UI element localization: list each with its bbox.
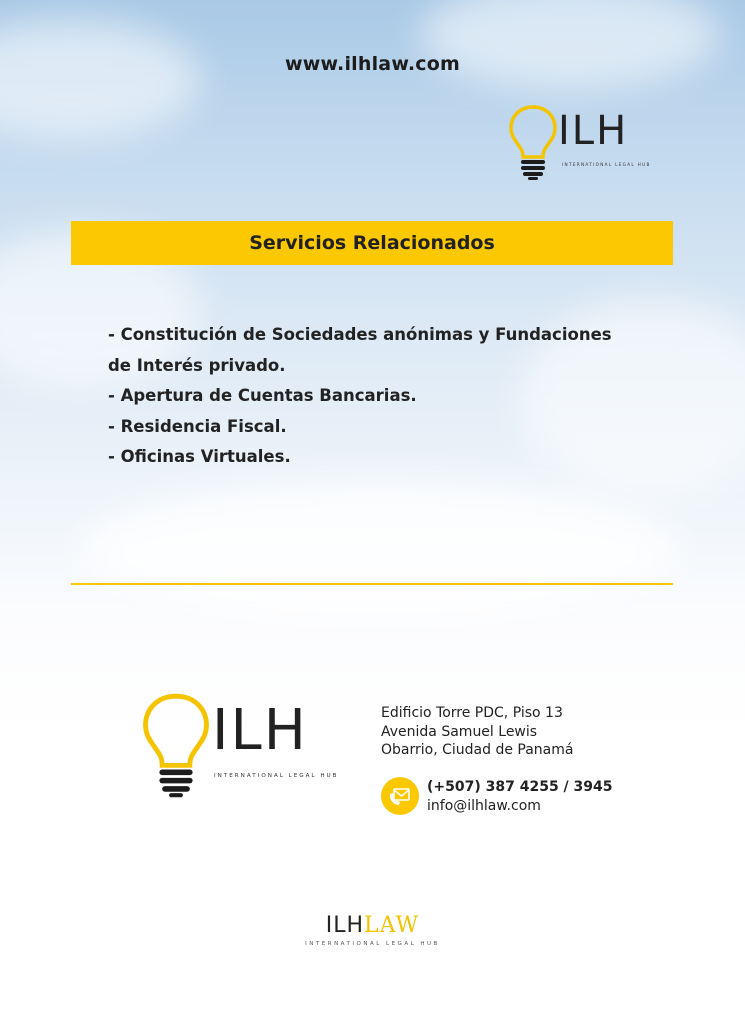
- logo-wordmark: ILH: [558, 108, 629, 154]
- footer-logo-law: LAW: [364, 913, 420, 938]
- ilh-logo-main: [140, 692, 339, 800]
- footer-logo-ilh: ILH: [325, 913, 365, 938]
- address-line: Avenida Samuel Lewis: [381, 723, 538, 740]
- service-line: de Interés privado.: [108, 355, 286, 375]
- cloud-decoration: [0, 20, 200, 140]
- contact-info: [427, 778, 613, 816]
- services-banner: [71, 221, 673, 265]
- address-line: Edificio Torre PDC, Piso 13: [381, 705, 563, 721]
- footer-logo: [0, 914, 745, 947]
- ilh-logo-top: [508, 104, 651, 182]
- logo-tagline: INTERNATIONAL LEGAL HUB: [562, 162, 651, 167]
- lightbulb-icon: [140, 692, 212, 800]
- email-address[interactable]: info@ilhlaw.com: [427, 798, 541, 814]
- service-line: - Residencia Fiscal.: [108, 416, 287, 436]
- logo-wordmark: ILH: [212, 698, 308, 763]
- service-line: - Constitución de Sociedades anónimas y Fundaciones: [108, 325, 612, 344]
- cloud-decoration: [420, 0, 720, 90]
- logo-tagline: INTERNATIONAL LEGAL HUB: [214, 773, 339, 779]
- service-line: - Oficinas Virtuales.: [108, 447, 291, 466]
- footer-tagline: INTERNATIONAL LEGAL HUB: [305, 941, 440, 947]
- phone-mail-icon: [381, 777, 419, 815]
- cloud-decoration: [80, 480, 680, 620]
- website-url[interactable]: www.ilhlaw.com: [284, 53, 460, 75]
- lightbulb-icon: [508, 104, 558, 182]
- service-line: - Apertura de Cuentas Bancarias.: [108, 386, 417, 405]
- banner-title: Servicios Relacionados: [249, 232, 495, 254]
- office-address: [381, 704, 573, 760]
- address-line: Obarrio, Ciudad de Panamá: [381, 742, 574, 758]
- phone-number[interactable]: (+507) 387 4255 / 3945: [427, 779, 613, 795]
- section-divider: [71, 583, 673, 585]
- services-list: [108, 320, 668, 473]
